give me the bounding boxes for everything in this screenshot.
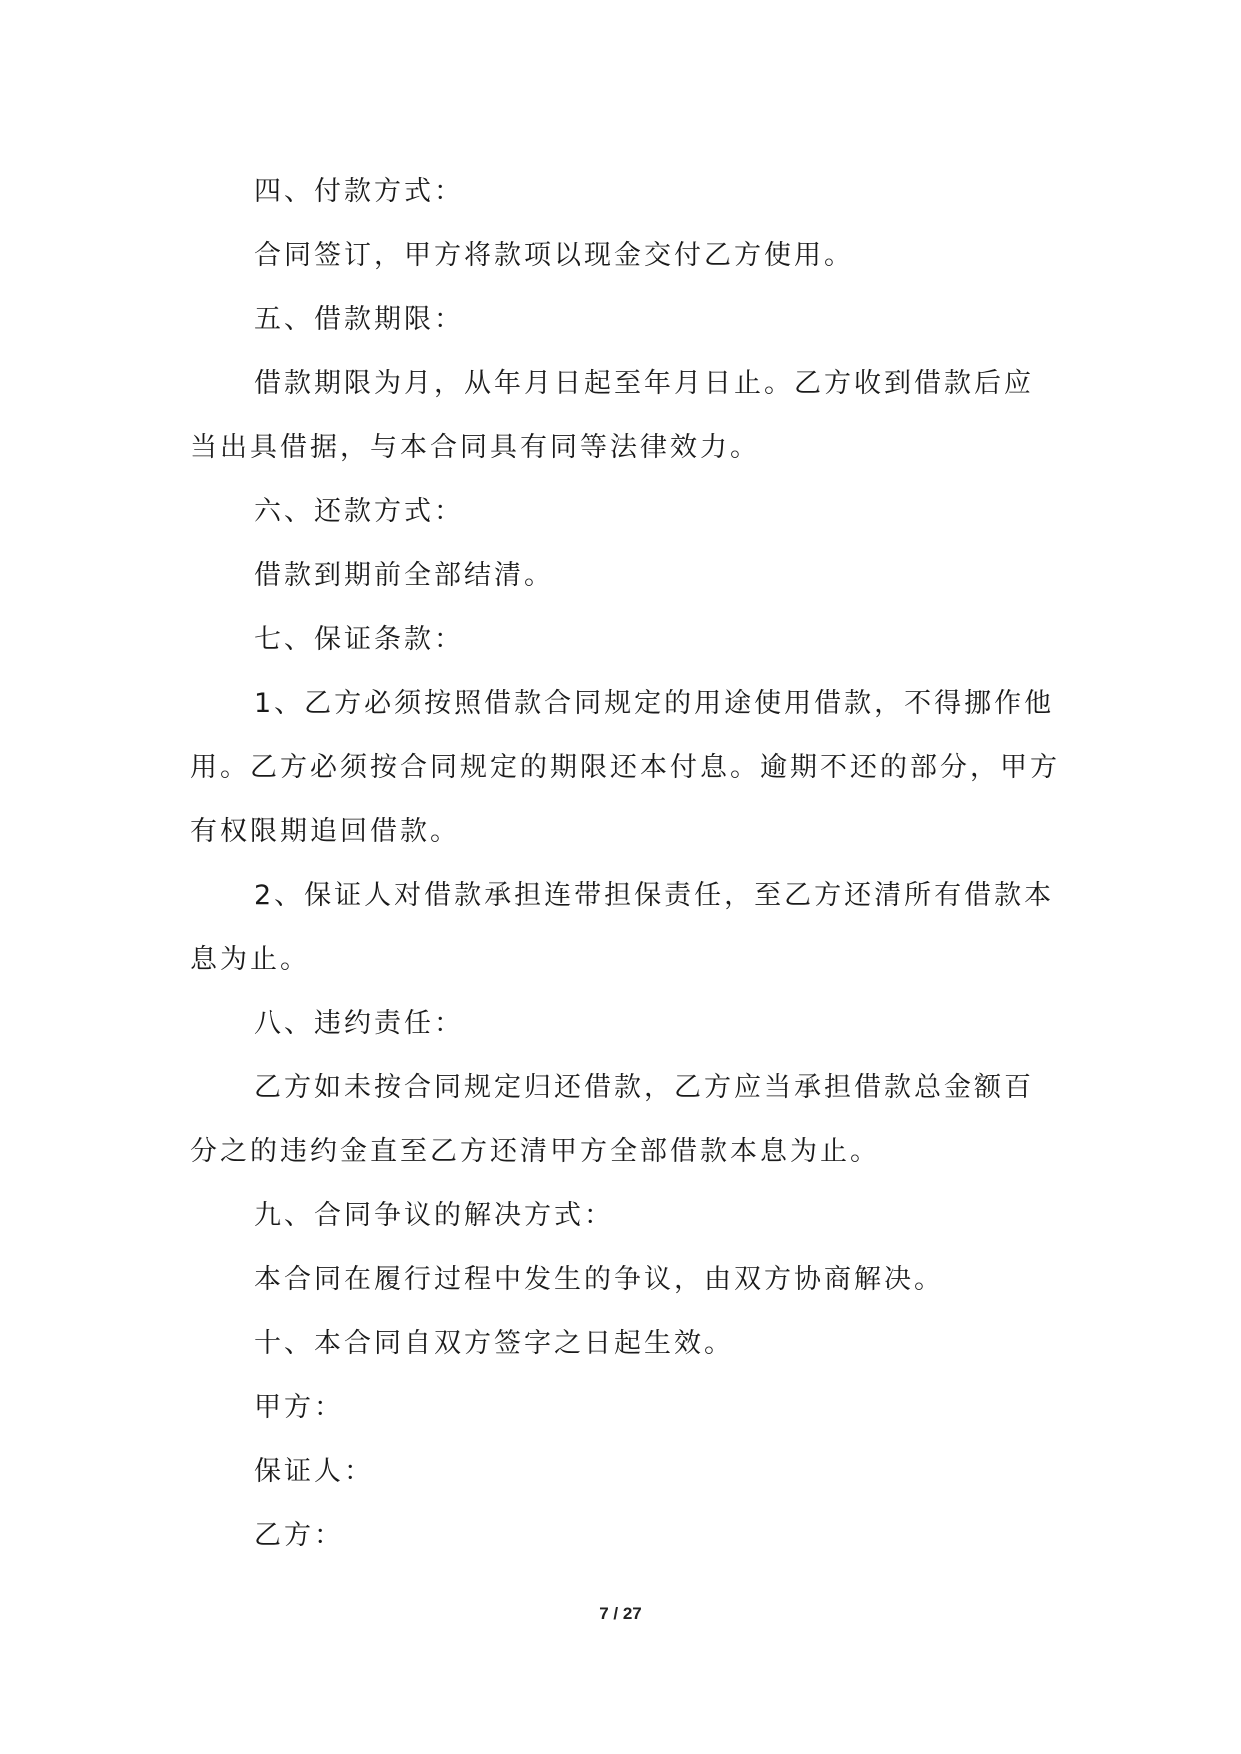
paragraph: 十、本合同自双方签字之日起生效。 [254,1328,734,1359]
signature-line-party-b: 乙方： [254,1520,344,1551]
signature-line-guarantor: 保证人： [254,1456,374,1487]
document-body [190,160,1060,1568]
paragraph: 六、还款方式： [254,496,464,527]
paragraph: 四、付款方式： [254,176,464,207]
paragraph: 合同签订，甲方将款项以现金交付乙方使用。 [254,240,854,271]
paragraph: 乙方如未按合同规定归还借款，乙方应当承担借款总金额百分之的违约金直至乙方还清甲方全部借款本息为止。 [190,1072,1034,1167]
signature-line-party-a: 甲方： [254,1392,344,1423]
paragraph: 借款期限为月，从年月日起至年月日止。乙方收到借款后应当出具借据，与本合同具有同等法律效力。 [190,368,1034,463]
paragraph: 1、乙方必须按照借款合同规定的用途使用借款，不得挪作他用。乙方必须按合同规定的期限还本付息。逾期不还的部分，甲方有权限期追回借款。 [190,688,1060,847]
paragraph: 八、违约责任： [254,1008,464,1039]
paragraph: 借款到期前全部结清。 [254,560,554,591]
paragraph: 九、合同争议的解决方式： [254,1200,614,1231]
paragraph: 五、借款期限： [254,304,464,335]
paragraph: 七、保证条款： [254,624,464,655]
paragraph: 本合同在履行过程中发生的争议，由双方协商解决。 [254,1264,944,1295]
page-number: 7 / 27 [599,1604,642,1623]
paragraph: 2、保证人对借款承担连带担保责任，至乙方还清所有借款本息为止。 [190,880,1055,975]
